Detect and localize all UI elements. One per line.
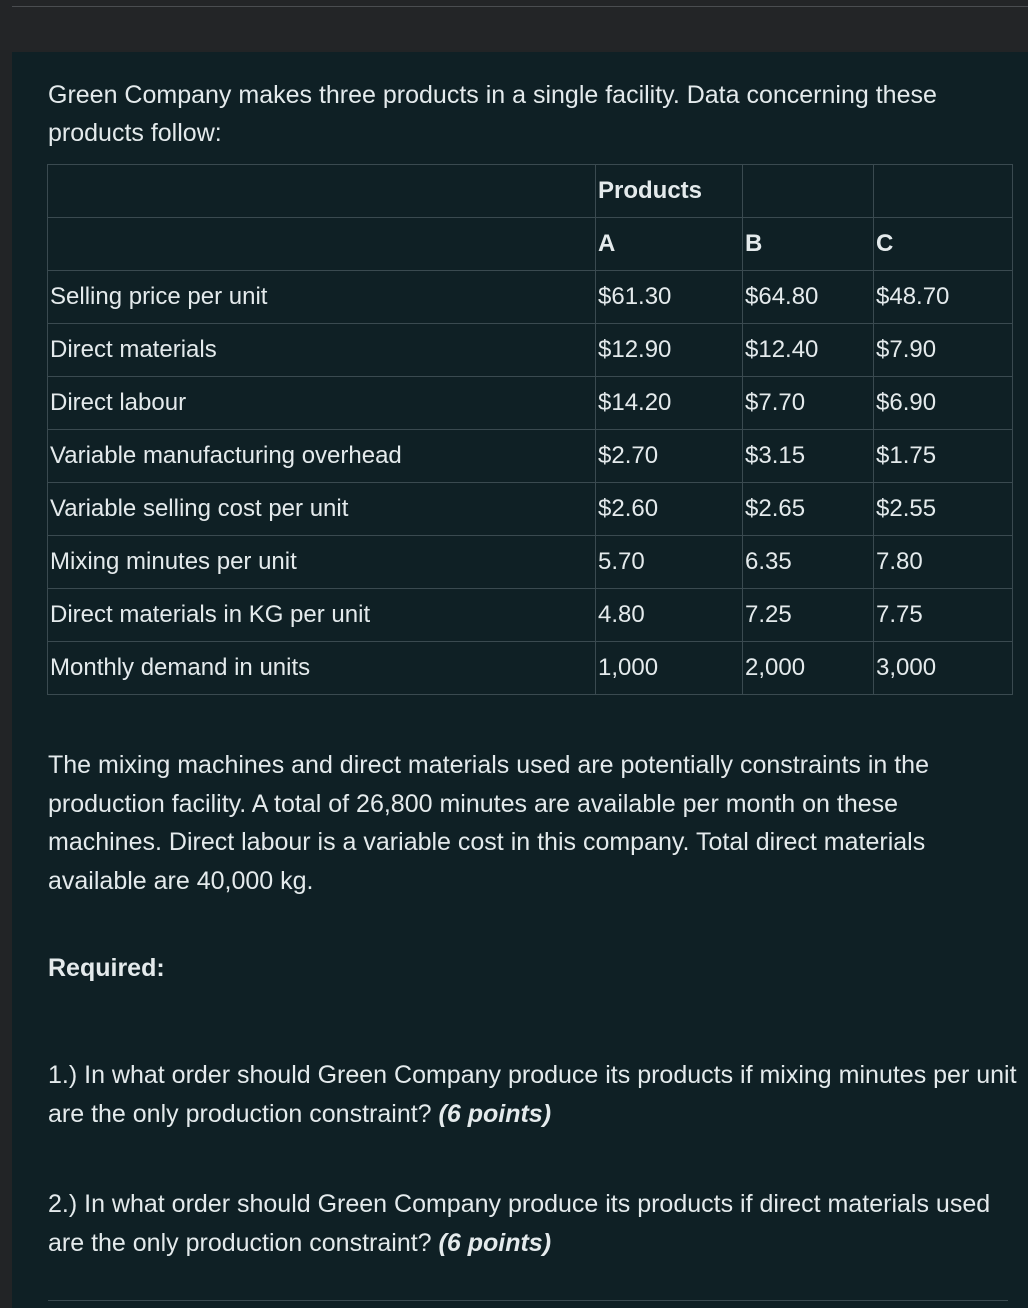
cell-a: 1,000 — [596, 642, 743, 695]
table-header-blank-cell — [874, 165, 1013, 218]
cell-a: $12.90 — [596, 324, 743, 377]
row-label: Selling price per unit — [48, 271, 596, 324]
question-1-points: (6 points) — [438, 1099, 552, 1128]
row-label: Variable manufacturing overhead — [48, 430, 596, 483]
products-table — [47, 164, 1013, 695]
cell-b: $12.40 — [743, 324, 874, 377]
question-2-text: 2.) In what order should Green Company produce its products if direct materials used are the only production constraint? — [48, 1190, 991, 1257]
question-2-points: (6 points) — [438, 1228, 552, 1257]
table-corner-cell — [48, 218, 596, 271]
table-row — [48, 536, 1013, 589]
table-header-blank-cell — [743, 165, 874, 218]
cell-a: $14.20 — [596, 377, 743, 430]
constraints-paragraph: The mixing machines and direct materials used are potentially constraints in the production facility. A total of 26,800 minutes are available per month on these machines. Direct labour is a variable cost in this company. Total direct materials available are 40,000 kg. — [48, 751, 929, 895]
cell-c: 3,000 — [874, 642, 1013, 695]
cell-b: 6.35 — [743, 536, 874, 589]
cell-b: 2,000 — [743, 642, 874, 695]
content-panel — [12, 52, 1028, 1308]
top-divider — [12, 6, 1028, 7]
table-row — [48, 430, 1013, 483]
table-row — [48, 589, 1013, 642]
row-label: Mixing minutes per unit — [48, 536, 596, 589]
table-column-row — [48, 218, 1013, 271]
cell-c: $7.90 — [874, 324, 1013, 377]
cell-a: $61.30 — [596, 271, 743, 324]
cell-b: $7.70 — [743, 377, 874, 430]
cell-a: $2.70 — [596, 430, 743, 483]
question-2 — [48, 1185, 1018, 1262]
column-header-c: C — [874, 218, 1013, 271]
cell-c: 7.75 — [874, 589, 1013, 642]
question-1 — [48, 1056, 1018, 1133]
cell-c: 7.80 — [874, 536, 1013, 589]
required-heading: Required: — [48, 954, 165, 982]
row-label: Monthly demand in units — [48, 642, 596, 695]
cell-b: $3.15 — [743, 430, 874, 483]
cell-c: $6.90 — [874, 377, 1013, 430]
row-label: Variable selling cost per unit — [48, 483, 596, 536]
table-row — [48, 324, 1013, 377]
column-header-a: A — [596, 218, 743, 271]
cell-c: $48.70 — [874, 271, 1013, 324]
row-label: Direct labour — [48, 377, 596, 430]
products-group-header: Products — [596, 165, 743, 218]
intro-text: Green Company makes three products in a single facility. Data concerning these products follow: — [48, 81, 937, 147]
column-header-b: B — [743, 218, 874, 271]
row-label: Direct materials in KG per unit — [48, 589, 596, 642]
cell-b: $64.80 — [743, 271, 874, 324]
bottom-divider — [48, 1300, 1008, 1301]
cell-b: 7.25 — [743, 589, 874, 642]
cell-a: 5.70 — [596, 536, 743, 589]
table-row — [48, 483, 1013, 536]
table-row — [48, 377, 1013, 430]
table-header-row — [48, 165, 1013, 218]
cell-a: 4.80 — [596, 589, 743, 642]
cell-b: $2.65 — [743, 483, 874, 536]
cell-c: $1.75 — [874, 430, 1013, 483]
table-row — [48, 642, 1013, 695]
cell-a: $2.60 — [596, 483, 743, 536]
top-strip — [0, 0, 1028, 50]
row-label: Direct materials — [48, 324, 596, 377]
question-1-text: 1.) In what order should Green Company produce its products if mixing minutes per unit are the only production constraint? — [48, 1061, 1017, 1128]
table-row — [48, 271, 1013, 324]
cell-c: $2.55 — [874, 483, 1013, 536]
table-corner-cell — [48, 165, 596, 218]
